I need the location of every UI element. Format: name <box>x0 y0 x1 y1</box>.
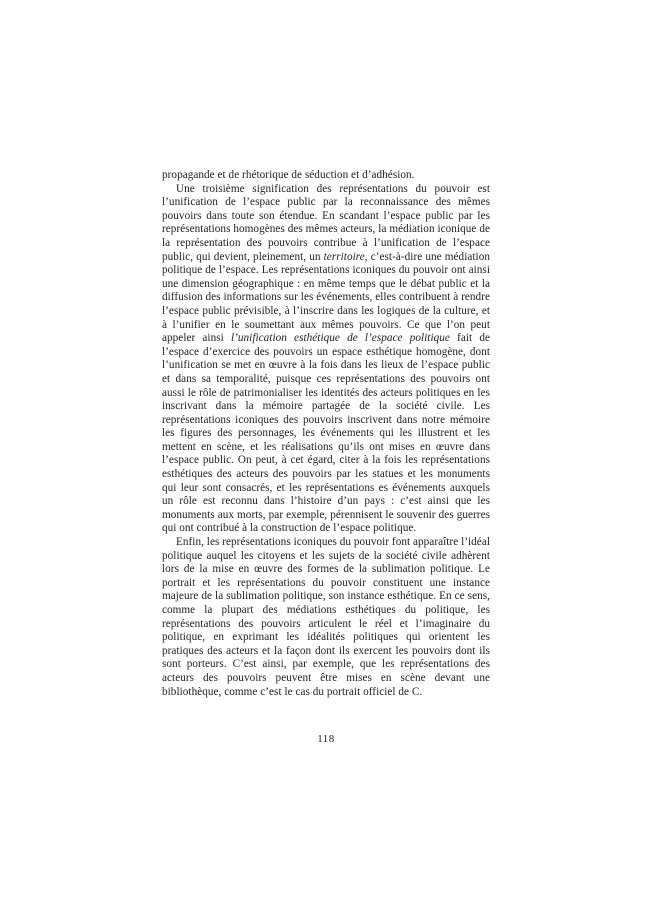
text-run: Une troisième signification des représentations du pouvoir est l’unification de l’espace public par la reconnaissance des mêmes pouvoirs dans toute son étendue. En scandant l’espace public par les représentations homogènes des mêmes acteurs, la médiation iconique de la représentation des pouvoirs contribue à l’unification de l’espace public, qui devient, pleinement, un <box>162 182 490 263</box>
text-run: Enfin, les représentations iconiques du pouvoir font apparaître l’idéal politique auquel les citoyens et les sujets de la société civile adhèrent lors de la mise en œuvre des formes de la sublimation politique. Le portrait et les représentations du pouvoir constituent une instance majeure de la sublimation politique, son instance esthétique. En ce sens, comme la plupart des médiations esthétiques du politique, les représentations des pouvoirs articulent le réel et l’imaginaire du politique, en exprimant les idéalités politiques qui orientent les pratiques des acteurs et la façon dont ils exercent les pouvoirs dont ils sont porteurs. C’est ainsi, par exemple, que les représentations des acteurs des pouvoirs peuvent être mises en scène devant une bibliothèque, comme c’est le cas du portrait officiel de C. <box>162 536 490 698</box>
paragraph-troisieme-signification <box>162 183 490 536</box>
page-number: 118 <box>317 733 335 745</box>
text-run-italic-territoire: territoire <box>323 250 365 263</box>
paragraph-continuation <box>162 169 490 183</box>
text-run: propagande et de rhétorique de séduction et d’adhésion. <box>162 169 415 181</box>
paragraph-enfin <box>162 536 490 699</box>
text-run-italic-unification-esthetique: l’unification esthétique de l’espace politique <box>230 332 450 345</box>
text-run: , c’est-à-dire une médiation politique de l’espace. Les représentations iconiques du pouvoir ont ainsi une dimension géographique : en même temps que le débat public et la diffusion des informations sur les événements, elles contribuent à rendre l’espace public prévisible, à l’inscrire dans les logiques de la culture, et à l’unifier en le soumettant aux mêmes pouvoirs. Ce que l’on peut appeler ainsi <box>162 250 490 345</box>
text-run: fait de l’espace d’exercice des pouvoirs un espace esthétique homogène, dont l’unification se met en œuvre à la fois dans les lieux de l’espace public et dans sa temporalité, puisque ces représentations des pouvoirs ont aussi le rôle de patrimonialiser les identités des acteurs politiques en les inscrivant dans la mémoire partagée de la société civile. Les représentations iconiques des pouvoirs inscrivent dans notre mémoire les figures des personnages, les événements qui les illustrent et les mettent en scène, et les réalisations qu’ils ont mises en œuvre dans l’espace public. On peut, à cet égard, citer à la fois les représentations esthétiques des acteurs des pouvoirs par les statues et les monuments qui leur sont consacrés, et les représentations es événements auxquels un rôle est reconnu dans l’histoire d’un pays : c’est ainsi que les monuments aux morts, par exemple, pérennisent le souvenir des guerres qui ont contribué à la construction de l’espace politique. <box>162 332 490 535</box>
text-block <box>162 169 490 699</box>
